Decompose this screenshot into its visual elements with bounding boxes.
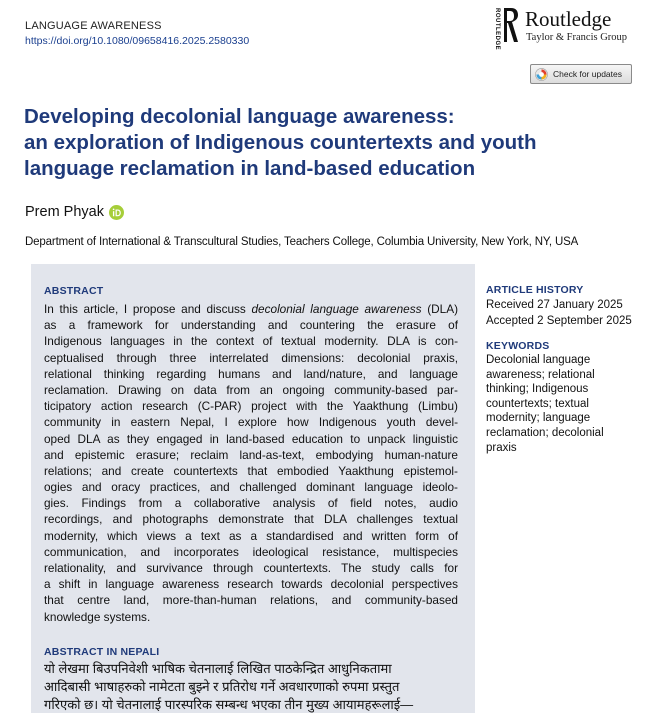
- abstract-line: [44, 479, 458, 495]
- abstract-line: [44, 431, 458, 447]
- keyword-line: modernity; language: [486, 412, 591, 425]
- received-date: Received 27 January 2025: [486, 299, 623, 311]
- publisher-logo: [491, 6, 641, 51]
- abstract-line-text: recordings, and photographs demonstrate that DLA challenges textual: [44, 512, 458, 527]
- abstract-line-text: ogies and oracy practices, and challenged dominant language ideolo-: [44, 480, 458, 495]
- abstract-line-text: modernity, which views a text as a standardised and written form of: [44, 528, 458, 543]
- abstract-line: [44, 528, 458, 544]
- keywords-list: [486, 353, 646, 455]
- abstract-line-text: Indigenous languages in the context of textual modernity. DLA is con-: [44, 334, 458, 349]
- abstract-line: [44, 398, 458, 414]
- abstract-heading: ABSTRACT: [44, 285, 104, 297]
- orcid-icon[interactable]: [109, 205, 124, 220]
- abstract-line: [44, 463, 458, 479]
- title-line: Developing decolonial language awareness:: [24, 105, 455, 128]
- publisher-vertical-text: ROUTLEDGE: [494, 8, 500, 51]
- abstract-line-text: ceptualised through three interrelated dimensions: decolonial praxis,: [44, 350, 458, 365]
- nepali-line: यो लेखमा बिउपनिवेशी भाषिक चेतनालाई लिखित पाठकेन्द्रित आधुनिकतामा: [44, 661, 392, 676]
- keyword-line: awareness; relational: [486, 368, 595, 381]
- abstract-line-text: a shift in language awareness research towards decolonial perspectives: [44, 577, 458, 592]
- keyword-line: reclamation; decolonial: [486, 426, 604, 439]
- check-for-updates-label: Check for updates: [553, 69, 622, 79]
- journal-name: LANGUAGE AWARENESS: [25, 20, 162, 32]
- title-line: an exploration of Indigenous countertexts and youth: [24, 131, 537, 154]
- article-sidebar: [486, 284, 646, 455]
- abstract-nepali-text: [44, 660, 458, 713]
- abstract-line-text: communication, and incorporates ideological resistance, multispecies: [44, 544, 458, 559]
- abstract-line: [44, 447, 458, 463]
- accepted-date: Accepted 2 September 2025: [486, 314, 632, 327]
- routledge-r-icon: [502, 6, 520, 46]
- abstract-line-text: reclamation. Drawing on data from an ongoing community-based par-: [44, 382, 458, 397]
- crossmark-icon: [535, 68, 548, 81]
- abstract-line: [44, 576, 458, 592]
- publisher-name: Routledge: [525, 7, 612, 31]
- abstract-line-text: relations; and create countertexts that embodied Yaakthung epistemol-: [44, 463, 458, 478]
- article-history-heading: ARTICLE HISTORY: [486, 284, 584, 296]
- keywords-heading: KEYWORDS: [486, 340, 550, 352]
- abstract-line-text: gies. Findings from a collaborative analysis of field notes, audio: [44, 496, 458, 511]
- author-row: [25, 204, 124, 220]
- abstract-line: [44, 592, 458, 608]
- abstract-line-text: as a framework for understanding and countering the erasure of: [44, 318, 458, 333]
- abstract-line: [44, 350, 458, 366]
- abstract-line: [44, 511, 458, 527]
- abstract-line-text: community in eastern Nepal, I explore how Indigenous youth devel-: [44, 415, 458, 430]
- abstract-line: [44, 544, 458, 560]
- author-affiliation: Department of International & Transcultural Studies, Teachers College, Columbia University, New York, NY, USA: [25, 236, 579, 248]
- publisher-subtitle: Taylor & Francis Group: [526, 32, 628, 43]
- abstract-line-text: oped DLA as they engaged in land-based education to unpack linguistic: [44, 431, 458, 446]
- abstract-line-text: ticipatory action research (C-PAR) project with the Yaakthung (Limbu): [44, 399, 458, 414]
- abstract-line-text: (DLA): [421, 302, 458, 316]
- author-name[interactable]: Prem Phyak: [25, 204, 104, 220]
- abstract-line-text: relationality, and survivance through countertexts. The study calls for: [44, 561, 458, 575]
- abstract-line-text: relational thinking regarding humans and land/nature, and language: [44, 366, 458, 381]
- abstract-line: [44, 560, 458, 576]
- abstract-line: [44, 382, 458, 398]
- keyword-line: thinking; Indigenous: [486, 383, 589, 396]
- abstract-nepali-heading: ABSTRACT IN NEPALI: [44, 646, 160, 658]
- abstract-line: [44, 414, 458, 430]
- abstract-line-text: that centre land, more-than-human relations, and community-based: [44, 593, 458, 608]
- abstract-line: [44, 333, 458, 349]
- keyword-line: Decolonial language: [486, 354, 591, 366]
- nepali-line: आदिबासी भाषाहरुको नामेटता बुझ्ने र प्रतिरोध गर्ने अवधारणाको रुपमा प्रस्तुत: [44, 679, 400, 694]
- abstract-line: [44, 366, 458, 382]
- keyword-line: praxis: [486, 441, 517, 454]
- abstract-line: [44, 495, 458, 511]
- abstract-line-text: knowledge systems.: [44, 609, 151, 624]
- title-line: language reclamation in land-based education: [24, 157, 476, 180]
- nepali-line: गरिएको छ। यो चेतनालाई पारस्परिक सम्बन्ध भएका तीन मुख्य आयामहरूलाई—: [44, 697, 414, 712]
- abstract-line: [44, 317, 458, 333]
- abstract-line-text: In this article, I propose and discuss: [44, 302, 252, 316]
- check-for-updates-button[interactable]: [530, 64, 632, 84]
- abstract-emphasis: decolonial language awareness: [251, 302, 422, 316]
- abstract-line: [44, 609, 458, 625]
- abstract-line-text: and epistemic erasure; reclaim land-as-text, embodying human-nature: [44, 447, 458, 462]
- keyword-line: countertexts; textual: [486, 397, 589, 410]
- article-title: [24, 104, 634, 182]
- doi-link[interactable]: https://doi.org/10.1080/09658416.2025.2580330: [25, 35, 250, 47]
- abstract-line: [44, 301, 458, 317]
- abstract-text: [44, 301, 458, 625]
